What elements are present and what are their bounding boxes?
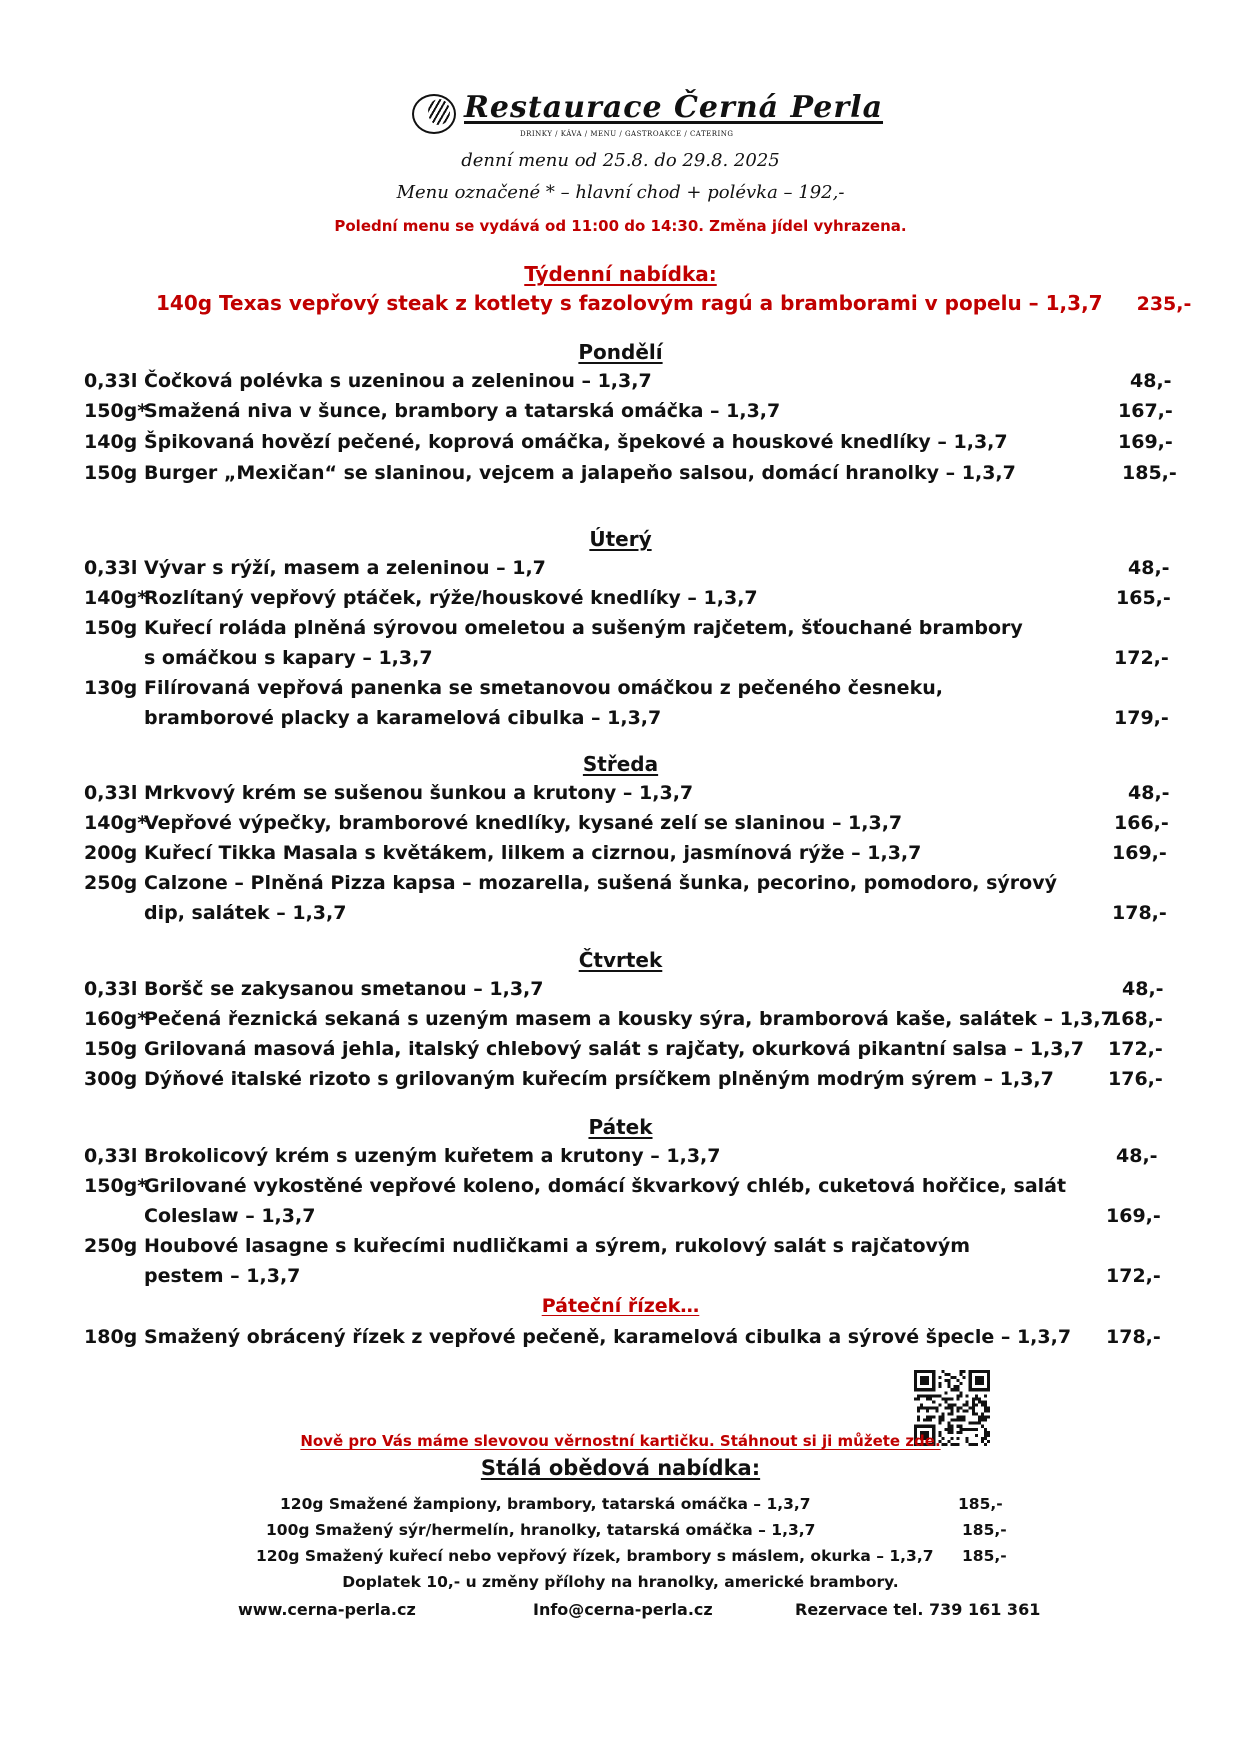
item-price: 172,- — [1114, 647, 1169, 669]
item-text: Smažený obrácený řízek z vepřové pečeně, karamelová cibulka a sýrové špecle – 1,3,7 — [144, 1326, 1072, 1348]
item-weight: 0,33l — [84, 557, 138, 579]
item-weight: 140g — [84, 431, 138, 453]
item-price: 48,- — [1122, 978, 1164, 1000]
logo-subtitle: DRINKY / KÁVA / MENU / GASTROAKCE / CATERING — [520, 130, 734, 138]
item-text: Kuřecí roláda plněná sýrovou omeletou a sušeným rajčetem, šťouchané brambory — [144, 617, 1023, 639]
standing-item-price: 185,- — [958, 1495, 1003, 1513]
footer-email-link[interactable]: Info@cerna-perla.cz — [533, 1600, 713, 1619]
item-weight: 0,33l — [84, 370, 138, 392]
footer-phone: Rezervace tel. 739 161 361 — [795, 1600, 1041, 1619]
item-price: 48,- — [1116, 1145, 1158, 1167]
menu-dates: denní menu od 25.8. do 29.8. 2025 — [461, 150, 780, 171]
footer-web-link[interactable]: www.cerna-perla.cz — [238, 1600, 416, 1619]
item-price: 169,- — [1118, 431, 1173, 453]
item-weight: 150g — [84, 617, 138, 639]
list-item — [84, 1175, 1066, 1197]
item-price: 169,- — [1112, 842, 1167, 864]
item-text-cont: bramborové placky a karamelová cibulka – 1,3,7 — [144, 707, 662, 729]
item-text: Grilované vykostěné vepřové koleno, domácí škvarkový chléb, cuketová hořčice, salát — [144, 1175, 1067, 1197]
item-text: Houbové lasagne s kuřecími nudličkami a sýrem, rukolový salát s rajčatovým — [144, 1235, 971, 1257]
list-item — [84, 677, 943, 699]
item-text: Smažená niva v šunce, brambory a tatarská omáčka – 1,3,7 — [144, 400, 781, 422]
list-item — [84, 462, 1016, 484]
pearl-icon — [412, 94, 456, 134]
item-weight: 0,33l — [84, 978, 138, 1000]
item-weight: 200g — [84, 842, 138, 864]
weekly-item-price: 235,- — [1136, 293, 1192, 315]
list-item — [84, 1145, 720, 1167]
item-text: Filírovaná vepřová panenka se smetanovou omáčkou z pečeného česneku, — [144, 677, 943, 699]
item-weight: 0,33l — [84, 1145, 138, 1167]
item-weight: 250g — [84, 1235, 138, 1257]
day-title: Pondělí — [578, 340, 663, 364]
item-price: 178,- — [1112, 902, 1167, 924]
item-text: Kuřecí Tikka Masala s květákem, lilkem a cizrnou, jasmínová rýže – 1,3,7 — [144, 842, 922, 864]
item-price: 167,- — [1118, 400, 1173, 422]
item-price: 176,- — [1108, 1068, 1163, 1090]
item-text: Špikovaná hovězí pečené, koprová omáčka, špekové a houskové knedlíky – 1,3,7 — [144, 431, 1008, 453]
standing-item-price: 185,- — [962, 1547, 1007, 1565]
item-text: Vývar s rýží, masem a zeleninou – 1,7 — [144, 557, 546, 579]
item-price: 179,- — [1114, 707, 1169, 729]
item-text: Pečená řeznická sekaná s uzeným masem a kousky sýra, bramborová kaše, salátek – 1,3,7 — [144, 1008, 1114, 1030]
standing-item: 120g Smažené žampiony, brambory, tatarská omáčka – 1,3,7 — [280, 1495, 811, 1513]
item-weight: 140g* — [84, 812, 148, 834]
item-weight: 180g — [84, 1326, 138, 1348]
list-item — [84, 370, 652, 392]
surcharge-note: Doplatek 10,- u změny přílohy na hranolky, americké brambory. — [342, 1573, 899, 1591]
item-text: Burger „Mexičan“ se slaninou, vejcem a jalapeňo salsou, domácí hranolky – 1,3,7 — [144, 462, 1016, 484]
item-text-cont: dip, salátek – 1,3,7 — [144, 902, 347, 924]
restaurant-logo — [0, 90, 1241, 150]
list-item — [84, 872, 1057, 894]
list-item — [84, 1068, 1054, 1090]
list-item — [84, 842, 921, 864]
item-text: Dýňové italské rizoto s grilovaným kuřecím prsíčkem plněným modrým sýrem – 1,3,7 — [144, 1068, 1054, 1090]
list-item — [84, 400, 780, 422]
serving-notice: Polední menu se vydává od 11:00 do 14:30. Změna jídel vyhrazena. — [334, 217, 907, 235]
standing-title: Stálá obědová nabídka: — [480, 1456, 761, 1480]
item-text: Vepřové výpečky, bramborové knedlíky, kysané zelí se slaninou – 1,3,7 — [144, 812, 903, 834]
item-text: Boršč se zakysanou smetanou – 1,3,7 — [144, 978, 544, 1000]
list-item — [84, 1235, 970, 1257]
standing-item: 100g Smažený sýr/hermelín, hranolky, tatarská omáčka – 1,3,7 — [266, 1521, 816, 1539]
item-price: 172,- — [1108, 1038, 1163, 1060]
item-weight: 0,33l — [84, 782, 138, 804]
friday-special-price: 178,- — [1106, 1326, 1161, 1348]
item-text: Grilovaná masová jehla, italský chlebový salát s rajčaty, okurková pikantní salsa – 1,3,7 — [144, 1038, 1084, 1060]
list-item — [84, 1008, 1114, 1030]
standing-item-price: 185,- — [962, 1521, 1007, 1539]
item-price: 48,- — [1128, 782, 1170, 804]
list-item — [84, 1038, 1084, 1060]
weekly-item-text: 140g Texas vepřový steak z kotlety s fazolovým ragú a bramborami v popelu – 1,3,7 — [156, 291, 1103, 315]
item-price: 48,- — [1130, 370, 1172, 392]
logo-text: Restaurace Černá Perla — [464, 90, 884, 125]
standing-item: 120g Smažený kuřecí nebo vepřový řízek, brambory s máslem, okurka – 1,3,7 — [256, 1547, 934, 1565]
item-price: 48,- — [1128, 557, 1170, 579]
list-item — [84, 782, 693, 804]
list-item — [84, 812, 902, 834]
list-item — [84, 617, 1023, 639]
item-weight: 140g* — [84, 587, 148, 609]
item-text-cont: Coleslaw – 1,3,7 — [144, 1205, 316, 1227]
item-weight: 300g — [84, 1068, 138, 1090]
weekly-title: Týdenní nabídka: — [524, 262, 717, 286]
item-text: Calzone – Plněná Pizza kapsa – mozarella, sušená šunka, pecorino, pomodoro, sýrový — [144, 872, 1057, 894]
list-item — [84, 978, 543, 1000]
item-weight: 150g — [84, 1038, 138, 1060]
item-weight: 130g — [84, 677, 138, 699]
item-price: 185,- — [1122, 462, 1177, 484]
item-text: Rozlítaný vepřový ptáček, rýže/houskové knedlíky – 1,3,7 — [144, 587, 758, 609]
list-item — [84, 587, 758, 609]
day-title: Středa — [582, 752, 659, 776]
item-text: Brokolicový krém s uzeným kuřetem a krutony – 1,3,7 — [144, 1145, 721, 1167]
weekly-item — [156, 291, 1191, 315]
combo-offer: Menu označené * – hlavní chod + polévka – 192,- — [396, 182, 845, 203]
day-title: Pátek — [588, 1115, 653, 1139]
list-item — [84, 431, 1008, 453]
item-text: Čočková polévka s uzeninou a zeleninou – 1,3,7 — [144, 370, 652, 392]
item-weight: 150g* — [84, 400, 148, 422]
item-price: 166,- — [1114, 812, 1169, 834]
item-price: 172,- — [1106, 1265, 1161, 1287]
day-title: Čtvrtek — [578, 948, 663, 972]
item-weight: 250g — [84, 872, 138, 894]
day-title: Úterý — [589, 527, 652, 551]
item-weight: 150g — [84, 462, 138, 484]
item-price: 169,- — [1106, 1205, 1161, 1227]
item-text-cont: s omáčkou s kapary – 1,3,7 — [144, 647, 433, 669]
item-weight: 160g* — [84, 1008, 148, 1030]
item-price: 165,- — [1116, 587, 1171, 609]
friday-special-item — [84, 1326, 1071, 1348]
loyalty-link[interactable]: Nově pro Vás máme slevovou věrnostní kartičku. Stáhnout si ji můžete zde. — [300, 1432, 941, 1450]
list-item — [84, 557, 546, 579]
item-text-cont: pestem – 1,3,7 — [144, 1265, 301, 1287]
friday-special-title: Páteční řízek… — [541, 1295, 700, 1317]
item-price: 168,- — [1108, 1008, 1163, 1030]
item-weight: 150g* — [84, 1175, 148, 1197]
item-text: Mrkvový krém se sušenou šunkou a krutony – 1,3,7 — [144, 782, 694, 804]
